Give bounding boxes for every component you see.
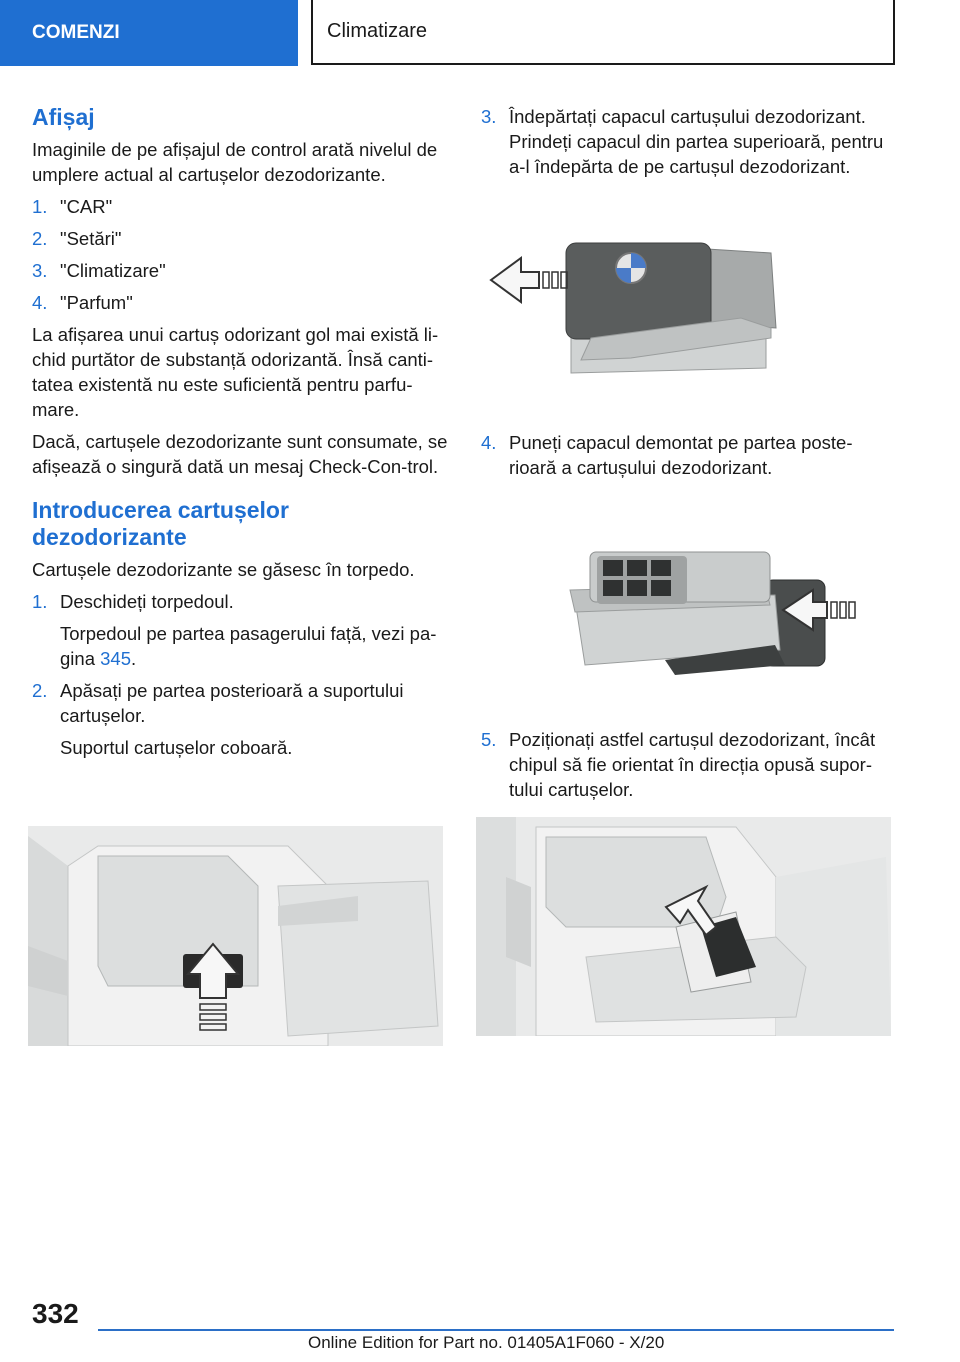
- display-intro: Imaginile de pe afișajul de control arată nivelul de umplere actual al cartușelor dezodorizante.: [32, 139, 438, 185]
- step-text: Deschideți torpedoul.: [60, 591, 234, 612]
- footer-divider: [98, 1329, 894, 1331]
- insert-intro: Cartușele dezodorizante se găsesc în torpedo.: [32, 559, 415, 580]
- display-heading: Afișaj: [32, 104, 95, 130]
- step4-block: [481, 430, 896, 487]
- left-column: [32, 104, 448, 767]
- step-number: 5.: [481, 729, 497, 750]
- list-item: [32, 258, 448, 283]
- list-item: [481, 727, 896, 802]
- remove-cap-figure: [481, 228, 821, 388]
- insert-cartridge-illustration: [476, 817, 891, 1036]
- step-detail-end: .: [131, 648, 137, 669]
- step-number: 3.: [481, 106, 497, 127]
- step-number: 1.: [32, 196, 48, 217]
- list-item: [32, 290, 448, 315]
- step-text: Apăsați pe partea posterioară a suportului cartușelor.: [60, 680, 404, 726]
- list-item: [481, 104, 896, 179]
- display-steps: [32, 194, 448, 315]
- right-column: [481, 104, 896, 186]
- step-number: 4.: [481, 432, 497, 453]
- step-detail: Suportul cartușelor coboară.: [60, 737, 293, 758]
- section-tab: [0, 0, 298, 66]
- insert-heading: Introducerea cartușelor dezodorizante: [32, 497, 289, 550]
- step-text: "Parfum": [60, 292, 133, 313]
- insert-cartridge-figure: [476, 817, 891, 1036]
- step-number: 1.: [32, 591, 48, 612]
- step-text: Puneți capacul demontat pe partea poste-rioară a cartușului dezodorizant.: [509, 432, 853, 478]
- step-text: "Climatizare": [60, 260, 166, 281]
- glovebox-figure: [28, 826, 443, 1046]
- chapter-tab: [311, 0, 895, 65]
- chapter-title: Climatizare: [327, 20, 428, 42]
- list-item: [481, 430, 896, 480]
- list-item: [32, 678, 448, 728]
- page-number: 332: [32, 1298, 79, 1329]
- step-text: Poziționați astfel cartușul dezodorizant, încât chipul să fie orientat în direcția opusă supor-tului cartușelor.: [509, 729, 876, 800]
- step-number: 3.: [32, 260, 48, 281]
- empty-cartridge-note: La afișarea unui cartuș odorizant gol mai există li-chid purtător de substanță odorizantă. Însă canti-tatea existentă nu este suficientă pentru parfu-mare.: [32, 324, 439, 420]
- step-detail: [60, 621, 448, 671]
- place-cap-figure: [565, 540, 870, 680]
- step-text: Îndepărtați capacul cartușului dezodorizant. Prindeți capacul din partea superioară, pentru a-l îndepărta de pe cartușul dezodorizant.: [509, 106, 884, 177]
- step-text: "CAR": [60, 196, 113, 217]
- glovebox-illustration: [28, 826, 443, 1046]
- section-title: COMENZI: [32, 22, 120, 43]
- step-number: 2.: [32, 228, 48, 249]
- place-cap-illustration: [565, 540, 870, 680]
- edition-text: Online Edition for Part no. 01405A1F060 - X/20: [308, 1333, 665, 1352]
- list-item: [32, 226, 448, 251]
- step-text: "Setări": [60, 228, 122, 249]
- step-number: 4.: [32, 292, 48, 313]
- step-detail-text: Torpedoul pe partea pasagerului față, vezi pa-gina: [60, 623, 437, 669]
- list-item: [32, 194, 448, 219]
- step5-block: [481, 727, 896, 809]
- list-item: [32, 589, 448, 614]
- step-number: 2.: [32, 680, 48, 701]
- consumed-cartridge-note: Dacă, cartușele dezodorizante sunt consumate, se afișează o singură dată un mesaj Check-Con-trol.: [32, 431, 448, 477]
- page-link[interactable]: 345: [100, 648, 131, 669]
- remove-cap-illustration: [481, 228, 821, 388]
